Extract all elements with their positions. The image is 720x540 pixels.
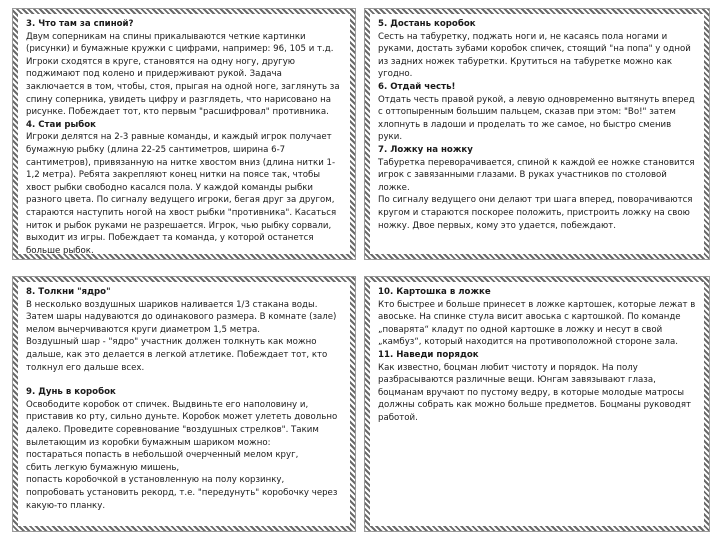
game-description: Игроки делятся на 2-3 равные команды, и каждый игрок получает бумажную рыбку (длина 22-25 сантиметров, ширина 6-7 сантиметров), привязанную на нитке хвостом вниз (длина нитки 1-1,2 метра). Ребята закрепляют конец нитки на поясе так, чтобы хвост рыбки свободно касался пола. У каждой команды рыбки разного цвета. По сигналу ведущего игроки, бегая друг за другом, стараются наступить ногой на хвост рыбки "противника". Касаться ниток и рыбок руками не разрешается. Игрок, чью рыбку сорвали, выходит из игры. Побеждает та команда, у которой останется больше рыбок. [26,132,337,256]
game-description: попробовать установить рекорд, т.е. "передунуть" коробочку через какую-то планку. [26,487,338,511]
game-card-2 [364,8,710,260]
game-description: сбить легкую бумажную мишень, [26,462,180,473]
game-title: 10. Картошка в ложке [378,287,491,297]
game-title: 11. Наведи порядок [378,349,479,360]
game-title: 6. Отдай честь! [378,81,456,92]
game-description: В несколько воздушных шариков наливается 1/3 стакана воды. Затем шары надуваются до одинакового размера. В комнате (зале) мелом вычерчиваются круги диаметром 1,5 метра. [26,299,337,335]
game-card-4 [364,276,710,532]
game-description: Кто быстрее и больше принесет в ложке картошек, которые лежат в авоське. На спинке стула висит авоська с картошкой. По команде „поварята“ кладут по одной картошке в ложку и несут в свой „камбуз“, который находится на противоположной стороне зала. [378,299,696,348]
game-description: постараться попасть в небольшой очерченный мелом круг, [26,450,299,461]
game-description: Двум соперникам на спины прикалываются четкие картинки (рисунки) и бумажные кружки с цифрами, например: 96, 105 и т.д. Игроки сходятся в круге, становятся на одну ногу, другую поджимают под колено и придерживают рукой. Задача заключается в том, чтобы, стоя, прыгая на одной ноге, заглянуть за спину соперника, увидеть цифру и разглядеть, что нарисовано на рисунке. Побеждает тот, кто первым "расшифровал" противника. [26,31,340,118]
game-description: Освободите коробок от спичек. Выдвиньте его наполовину и, приставив ко рту, сильно дуньте. Коробок может улететь довольно далеко. Проведите соревнование "воздушных стрелков". Таким вылетающим из коробки бумажным шариком можно: [26,399,338,448]
game-description: Как известно, боцман любит чистоту и порядок. На полу разбрасываются различные вещи. Юнгам завязывают глаза, боцманам вручают по пустому ведру, в которые молодые матросы должны собрать как можно больше предметов. Боцманы руководят работой. [378,362,692,423]
game-description: Отдать честь правой рукой, а левую одновременно вытянуть вперед с оттопыренным большим пальцем, сказав при этом: "Во!" затем хлопнуть в ладоши и проделать то же самое, но быстро сменив руки. [378,94,695,143]
paragraph-gap [26,374,342,386]
game-description: Табуретка переворачивается, спиной к каждой ее ножке становится игрок с завязанными глазами. В руках участников по столовой ложке. [378,157,695,193]
game-title: 8. Толкни "ядро" [26,287,111,297]
game-description: Сесть на табуретку, поджать ноги и, не касаясь пола ногами и руками, достать зубами коробок спичек, стоящий "на попа" у одной из задних ножек табуретки. Крутиться на табуретке можно как угодно. [378,31,691,80]
game-title: 7. Ложку на ножку [378,144,473,155]
game-description: попасть коробочкой в установленную на полу корзинку, [26,475,285,486]
game-card-3 [12,276,356,532]
game-title: 4. Стаи рыбок [26,119,96,130]
game-description: По сигналу ведущего они делают три шага вперед, поворачиваются кругом и стараются поскорее положить, пристроить ложку на свою ножку. Двое первых, кому это удается, побеждают. [378,195,693,231]
game-card-1 [12,8,356,260]
game-title: 3. Что там за спиной? [26,19,134,29]
game-title: 9. Дунь в коробок [26,387,116,398]
game-title: 5. Достань коробок [378,19,476,29]
game-description: Воздушный шар - "ядро" участник должен толкнуть как можно дальше, как это делается в легкой атлетике. Побеждает тот, кто толкнул его дальше всех. [26,337,328,373]
